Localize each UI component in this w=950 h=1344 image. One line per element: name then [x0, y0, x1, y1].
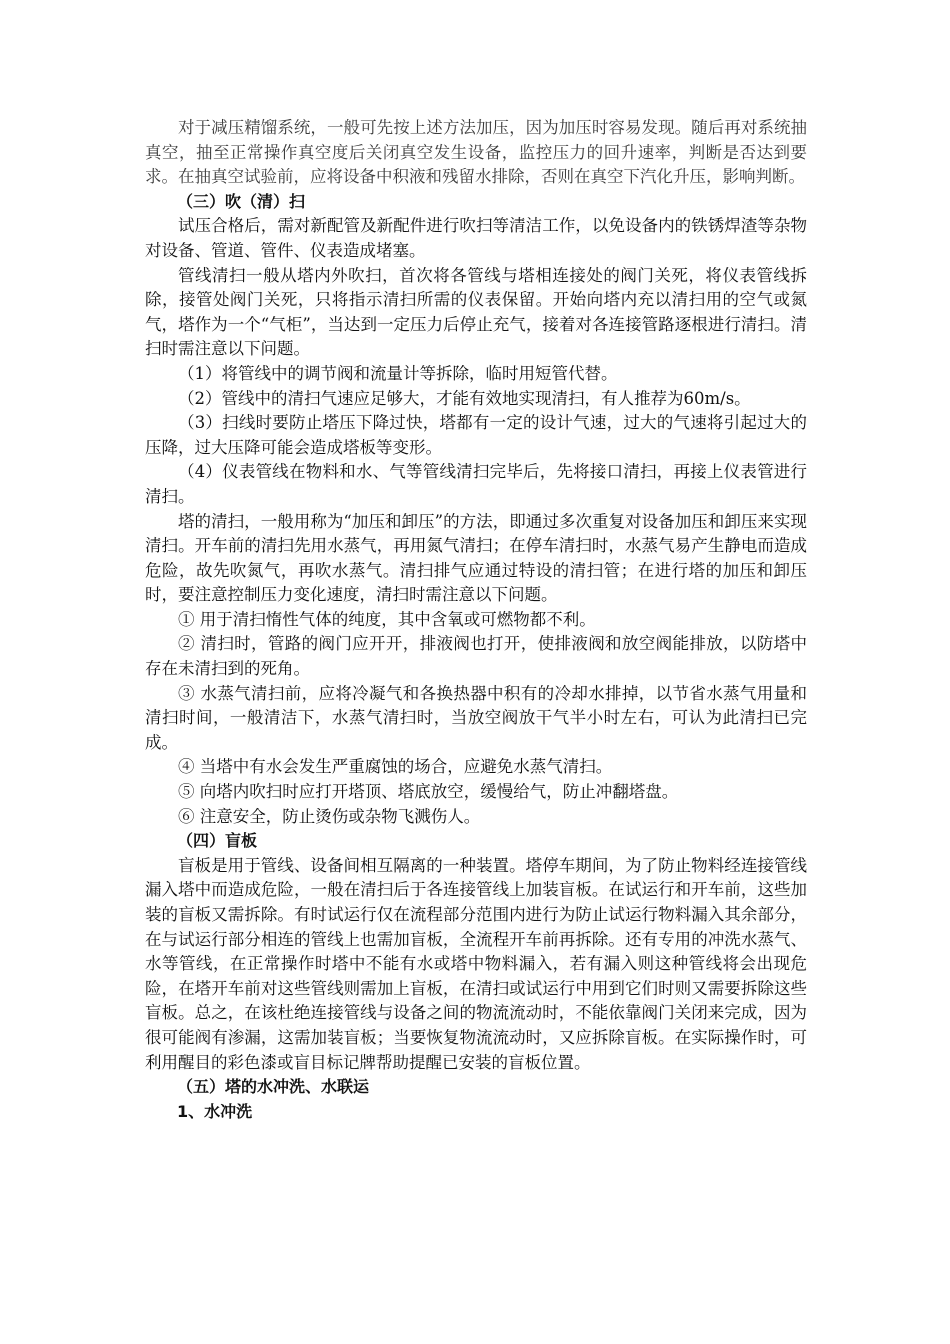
heading-purge: （三）吹（清）扫 — [177, 191, 306, 211]
document-page — [145, 116, 807, 1124]
circled-item-2: ② 清扫时，管路的阀门应开开，排液阀也打开，使排液阀和放空阀能排放，以防塔中存在未清扫到的死角。 — [145, 634, 807, 679]
subheading-water-flush: 1、水冲洗 — [177, 1101, 253, 1121]
list-item-1: （1）将管线中的调节阀和流量计等拆除，临时用短管代替。 — [178, 363, 618, 383]
paragraph-pipeline-purge: 管线清扫一般从塔内外吹扫，首次将各管线与塔相连接处的阀门关死，将仪表管线拆除，接管处阀门关死，只将指示清扫所需的仪表保留。开始向塔内充以清扫用的空气或氮气，塔作为一个“气柜”，当达到一定压力后停止充气，接着对各连接管路逐根进行清扫。清扫时需注意以下问题。 — [145, 265, 807, 359]
circled-item-4: ④ 当塔中有水会发生严重腐蚀的场合，应避免水蒸气清扫。 — [178, 757, 613, 777]
list-item-4: （4）仪表管线在物料和水、气等管线清扫完毕后，先将接口清扫，再接上仪表管进行清扫。 — [145, 462, 807, 506]
heading-water-flush: （五）塔的水冲洗、水联运 — [177, 1077, 370, 1097]
circled-item-6: ⑥ 注意安全，防止烫伤或杂物飞溅伤人。 — [178, 806, 481, 826]
circled-item-5: ⑤ 向塔内吹扫时应打开塔顶、塔底放空，缓慢给气，防止冲翻塔盘。 — [178, 782, 679, 802]
paragraph-vacuum-test: 对于减压精馏系统，一般可先按上述方法加压，因为加压时容易发现。随后再对系统抽真空，抽至正常操作真空度后关闭真空发生设备，监控压力的回升速率，判断是否达到要求。在抽真空试验前，应将设备中积液和残留水排除，否则在真空下汽化升压，影响判断。 — [145, 118, 807, 187]
paragraph-tower-purge: 塔的清扫，一般用称为“加压和卸压”的方法，即通过多次重复对设备加压和卸压来实现清扫。开车前的清扫先用水蒸气，再用氮气清扫；在停车清扫时，水蒸气易产生静电而造成危险，故先吹氮气，再吹水蒸气。清扫排气应通过特设的清扫管；在进行塔的加压和卸压时，要注意控制压力变化速度，清扫时需注意以下问题。 — [145, 511, 807, 605]
paragraph-purge-intro: 试压合格后，需对新配管及新配件进行吹扫等清洁工作，以免设备内的铁锈焊渣等杂物对设备、管道、管件、仪表造成堵塞。 — [145, 216, 807, 260]
paragraph-blind-plate: 盲板是用于管线、设备间相互隔离的一种装置。塔停车期间，为了防止物料经连接管线漏入塔中而造成危险，一般在清扫后于各连接管线上加装盲板。在试运行和开车前，这些加装的盲板又需拆除。有时试运行仅在流程部分范围内进行为防止试运行物料漏入其余部分，在与试运行部分相连的管线上也需加盲板，全流程开车前再拆除。还有专用的冲洗水蒸气、水等管线，在正常操作时塔中不能有水或塔中物料漏入，若有漏入则这种管线将会出现危险，在塔开车前对这些管线则需加上盲板，在清扫或试运行中用到它们时则又需要拆除这些盲板。总之，在该杜绝连接管线与设备之间的物流流动时，不能依靠阀门关闭来完成，因为很可能阀有渗漏，这需加装盲板；当要恢复物流流动时，又应拆除盲板。在实际操作时，可利用醒目的彩色漆或盲目标记牌帮助提醒已安装的盲板位置。 — [145, 855, 807, 1072]
list-item-3: （3）扫线时要防止塔压下降过快，塔都有一定的设计气速，过大的气速将引起过大的压降，过大压降可能会造成塔板等变形。 — [145, 413, 807, 457]
heading-blind-plate: （四）盲板 — [177, 831, 258, 851]
list-item-2: （2）管线中的清扫气速应足够大，才能有效地实现清扫，有人推荐为60m/s。 — [178, 388, 751, 408]
circled-item-3: ③ 水蒸气清扫前，应将冷凝气和各换热器中积有的冷却水排掉，以节省水蒸气用量和清扫时间，一般清洁下，水蒸气清扫时，当放空阀放干气半小时左右，可认为此清扫已完成。 — [145, 683, 807, 752]
circled-item-1: ① 用于清扫惰性气体的纯度，其中含氧或可燃物都不利。 — [178, 609, 596, 629]
